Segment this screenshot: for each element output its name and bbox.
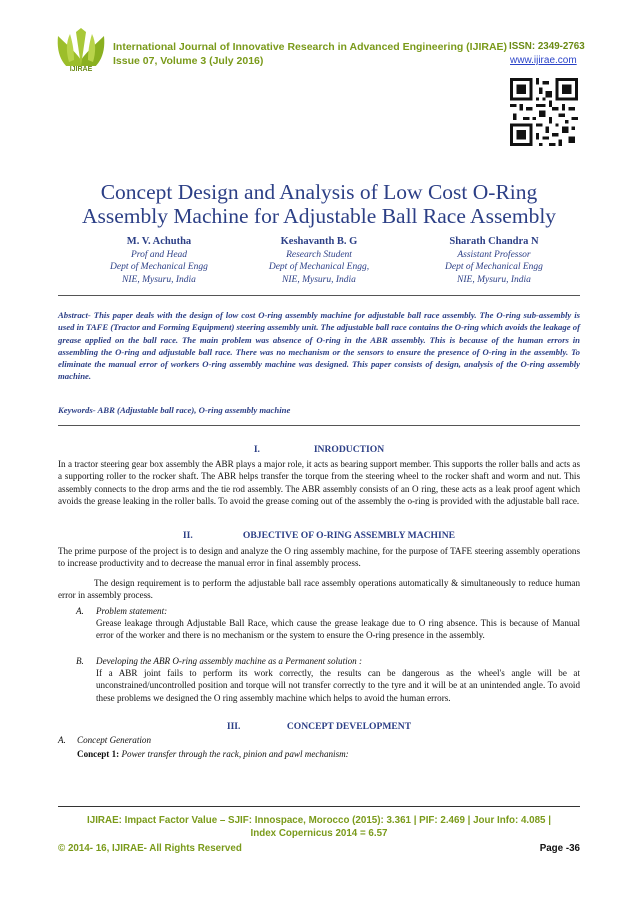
- author-role: Assistant Professor: [457, 249, 531, 260]
- author-1: [69, 236, 249, 286]
- qr-code: [510, 78, 578, 146]
- section-title: INRODUCTION: [313, 444, 385, 455]
- author-location: NIE, Mysuru, India: [282, 274, 356, 285]
- section-heading-1: [58, 444, 580, 455]
- section-1-text: In a tractor steering gear box assembly the ABR plays a major role, it acts as bearing support member. This supports the roller balls and acts as a supporting roller to the rocker shaft. The ABR helps transfer the torque from the steering wheel to the rocker shaft and worm and nut. This assembly connects to the drop arms and the tie rod assembly. The ABR assembly consists of an O ring, these acts as a leak proof agent which avoids the grease leaking in the roller balls. To avoid the grease coming out of the assembly the o-ring is provided with the adjustable ball race.: [58, 459, 580, 506]
- item-b-label: B.: [76, 656, 84, 666]
- author-role: Research Student: [286, 249, 352, 260]
- issue-info: Issue 07, Volume 3 (July 2016): [113, 55, 264, 67]
- journal-logo: [52, 26, 110, 78]
- abstract-label: Abstract-: [58, 310, 91, 320]
- author-dept: Dept of Mechanical Engg,: [268, 262, 370, 272]
- concept-text: Power transfer through the rack, pinion and pawl mechanism:: [119, 749, 349, 759]
- section-title: OBJECTIVE OF O-RING ASSEMBLY MACHINE: [242, 530, 456, 541]
- item-a-label: A.: [76, 606, 84, 616]
- logo-text: IJIRAE: [69, 66, 93, 73]
- section-number: II.: [182, 530, 193, 541]
- paper-title-line2: Assembly Machine for Adjustable Ball Race Assembly: [81, 204, 557, 228]
- author-3: [404, 236, 584, 286]
- author-name: M. V. Achutha: [126, 236, 192, 247]
- item-b-text: If a ABR joint fails to perform its work correctly, the results can be dangerous as the wheel's angle will be at unconstrained/uncontrolled position and torque will not transfer correctly to the tyre and it will be at an unintended angle. To avoid these problems we designed the O ring assembly machine which helps to avoid the human errors.: [96, 668, 580, 703]
- footer-copyright: © 2014- 16, IJIRAE- All Rights Reserved: [58, 843, 242, 854]
- section-2-text-2: The design requirement is to perform the adjustable ball race assembly operations automatically & simultaneously to reduce human error in assembly process.: [58, 578, 580, 601]
- subsection-title: Concept Generation: [77, 735, 151, 745]
- page-number: Page -36: [539, 843, 580, 854]
- keywords: Keywords- ABR (Adjustable ball race), O-ring assembly machine: [58, 405, 291, 415]
- author-dept: Dept of Mechanical Engg: [110, 262, 208, 272]
- author-location: NIE, Mysuru, India: [122, 274, 196, 285]
- divider: [58, 425, 580, 426]
- author-dept: Dept of Mechanical Engg: [445, 262, 543, 272]
- footer-impact-line2: Index Copernicus 2014 = 6.57: [250, 828, 388, 839]
- abstract: [58, 309, 580, 383]
- subsection-label: A.: [58, 735, 66, 745]
- section-heading-2: [58, 530, 580, 541]
- author-name: Keshavanth B. G: [280, 236, 358, 247]
- section-2-text: The prime purpose of the project is to design and analyze the O ring assembly machine, for the purpose of TAFE steering assembly operations to increase productivity and to decrease the manual error in final assembly process.: [58, 546, 580, 569]
- issn: ISSN: 2349-2763: [509, 41, 585, 52]
- author-2: [229, 236, 409, 286]
- concept-label: Concept 1:: [77, 749, 120, 759]
- journal-name: International Journal of Innovative Research in Advanced Engineering (IJIRAE): [113, 41, 508, 53]
- footer-impact-line1: IJIRAE: Impact Factor Value – SJIF: Innospace, Morocco (2015): 3.361 | PIF: 2.469 | Jour Info: 4.085 |: [87, 815, 551, 826]
- section-number: III.: [226, 721, 241, 732]
- divider: [58, 295, 580, 296]
- section-heading-3: [58, 721, 580, 732]
- author-name: Sharath Chandra N: [449, 236, 539, 247]
- website-link[interactable]: www.ijirae.com: [510, 55, 577, 66]
- paper-title-line1: Concept Design and Analysis of Low Cost O-Ring: [100, 180, 538, 204]
- item-a-text: Grease leakage through Adjustable Ball Race, which cause the grease leakage due to O ring absence. This is because of Manual error of the worker and there is no mechanism or the system to ensure the O-ring presence in the assembly.: [96, 618, 580, 641]
- item-b-title: Developing the ABR O-ring assembly machine as a Permanent solution :: [96, 656, 363, 666]
- item-a-title: Problem statement:: [96, 606, 168, 616]
- author-location: NIE, Mysuru, India: [457, 274, 531, 285]
- section-number: I.: [253, 444, 260, 455]
- abstract-text: This paper deals with the design of low cost O-ring assembly machine for adjustable ball race assembly. The O-ring sub-assembly is used in TAFE (Tractor and Forming Equipment) steering assembly unit. The adjustable ball race contains the O-ring which avoids the leakage of grease applied on the ball race. The main problem was absence of O-ring in the ABR assembly. This is because of the human errors in assembling the O-ring and adjustable ball race. There was no mechanism or the sensors to ensure the presence of O-ring in the assembly. To eliminate the manual error of workers O-ring assembly machine was designed. This paper consists of design, analysis of the O-ring assembly machine.: [58, 310, 580, 382]
- concept-line: [77, 748, 349, 760]
- footer-divider: [58, 806, 580, 807]
- author-role: Prof and Head: [130, 249, 188, 260]
- section-title: CONCEPT DEVELOPMENT: [286, 721, 412, 732]
